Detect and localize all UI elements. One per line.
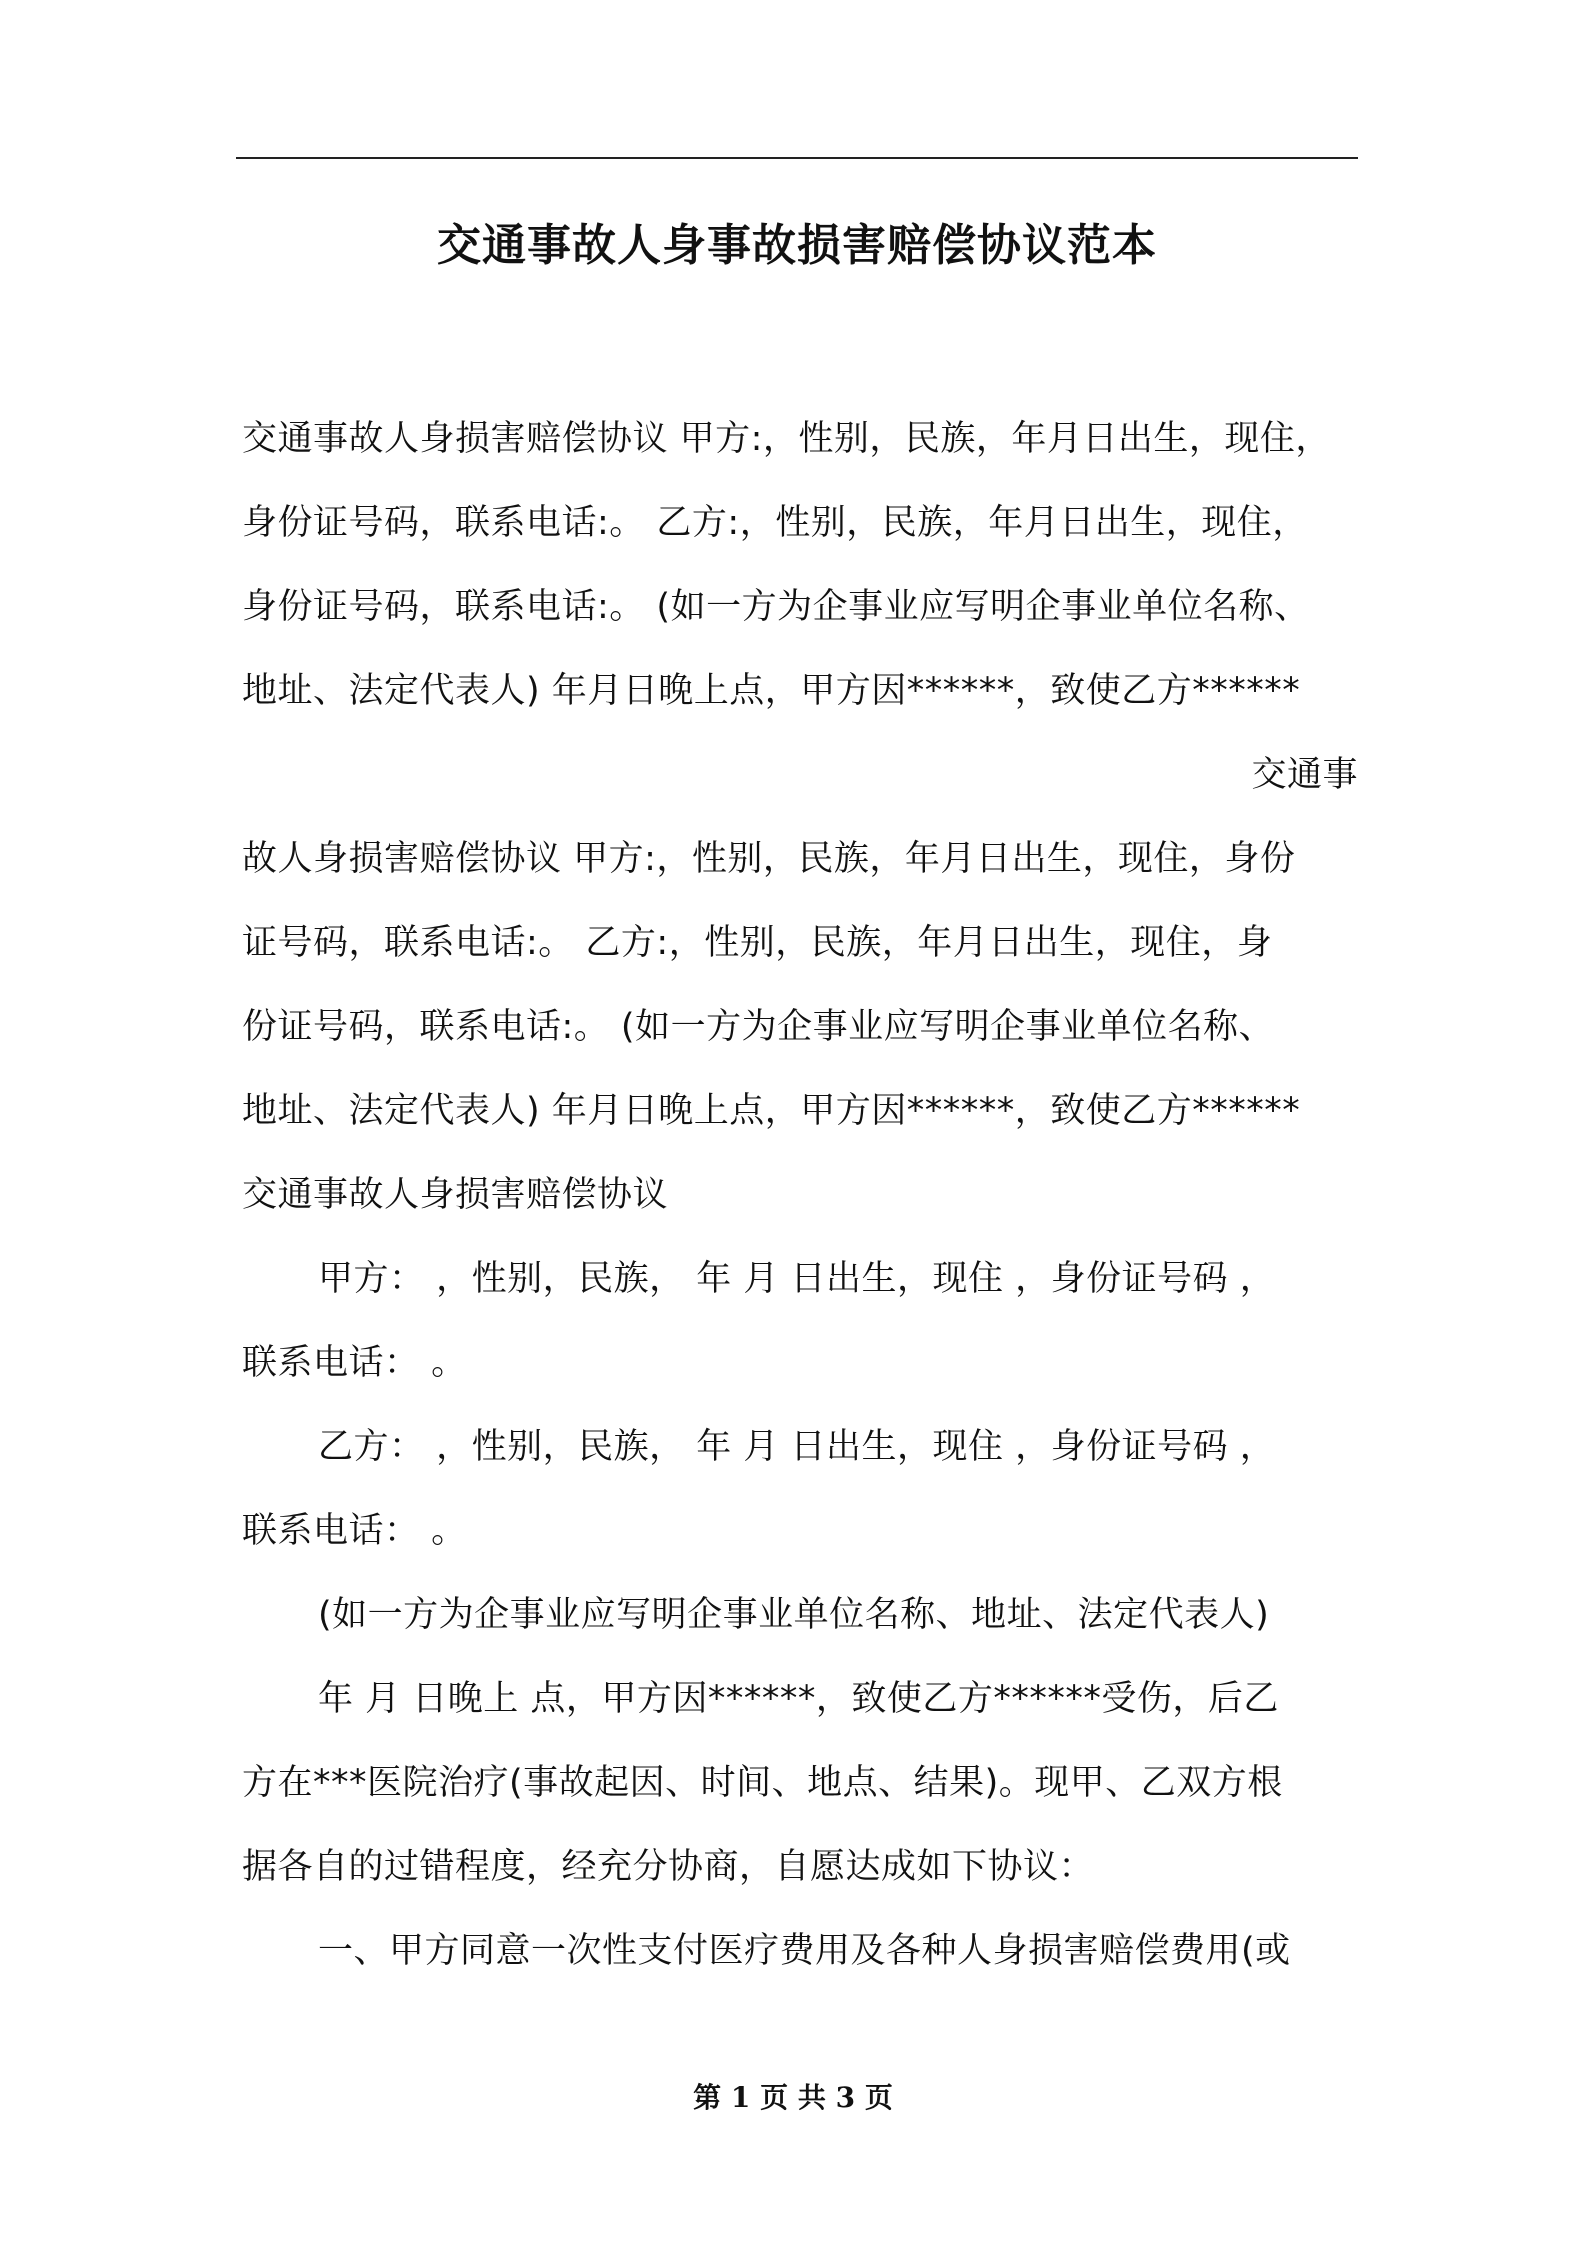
paragraph-line: 故人身损害赔偿协议 甲方:，性别，民族，年月日出生，现住，身份 [242,839,1296,879]
party-b-line: 乙方： ，性别，民族， 年 月 日出生，现住 ，身份证号码 ， [318,1427,1276,1467]
paragraph-line: 身份证号码，联系电话:。 乙方:，性别，民族，年月日出生，现住， [242,503,1308,543]
paragraph-line: 地址、法定代表人) 年月日晚上点，甲方因******，致使乙方****** [242,671,1301,711]
document-title: 交通事故人身事故损害赔偿协议范本 [437,220,1157,271]
paragraph-line: 份证号码，联系电话:。 (如一方为企事业应写明企事业单位名称、 [242,1007,1275,1047]
header-rule [236,157,1358,159]
paragraph-line: 交通事故人身损害赔偿协议 [242,1175,669,1215]
paragraph-line: 证号码，联系电话:。 乙方:，性别，民族，年月日出生，现住，身 [242,923,1273,963]
clause-one-line: 一、甲方同意一次性支付医疗费用及各种人身损害赔偿费用(或 [318,1931,1291,1971]
incident-line: 年 月 日晚上 点，甲方因******，致使乙方******受伤，后乙 [318,1679,1279,1719]
party-a-line: 甲方： ，性别，民族， 年 月 日出生，现住 ，身份证号码 ， [318,1259,1276,1299]
enterprise-note-line: (如一方为企事业应写明企事业单位名称、地址、法定代表人) [318,1595,1270,1635]
party-a-phone-line: 联系电话： 。 [242,1343,467,1383]
incident-line: 据各自的过错程度，经充分协商，自愿达成如下协议： [242,1847,1095,1887]
paragraph-line: 身份证号码，联系电话:。 (如一方为企事业应写明企事业单位名称、 [242,587,1310,627]
incident-line: 方在***医院治疗(事故起因、时间、地点、结果)。现甲、乙双方根 [242,1763,1283,1803]
paragraph-line: 交通事 [1251,755,1358,795]
paragraph-line: 地址、法定代表人) 年月日晚上点，甲方因******，致使乙方****** [242,1091,1301,1131]
party-b-phone-line: 联系电话： 。 [242,1511,467,1551]
paragraph-line: 交通事故人身损害赔偿协议 甲方:，性别，民族，年月日出生，现住， [242,419,1331,459]
page-number: 第 1 页 共 3 页 [693,2081,893,2114]
